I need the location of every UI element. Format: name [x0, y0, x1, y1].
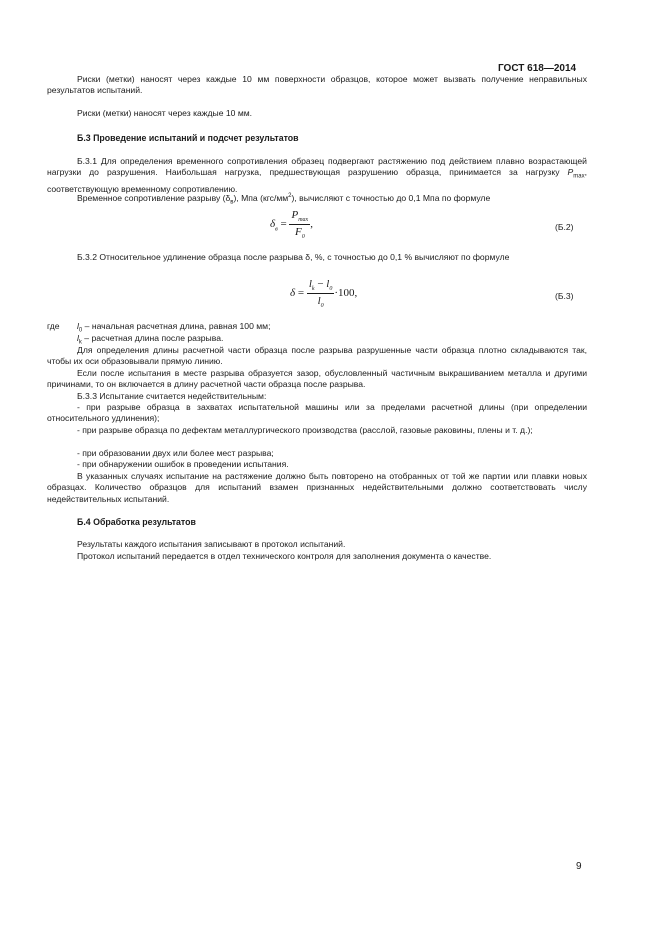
invalid-case-1: - при разрыве образца в захватах испытательной машины или за пределами расчетной длины (при определении относительного удлинения); — [47, 402, 587, 424]
intro-paragraph-1: Риски (метки) наносят через каждые 10 мм поверхности образцов, которое может вызвать получение неправильных результатов испытаний. — [47, 74, 587, 96]
fraction-b2: $\frac{P_{max}}{F_0}$ — [291, 209, 309, 241]
b3-1-paragraph: Б.3.1 Для определения временного сопротивления образец подвергают растяжению под действием плавно возрастающей нагрузки до разрушения. Наибольшая нагрузка, предшествующая разрушению образца, принимается за нагрузку $P_{max}$, соответствующую временному сопротивлению. — [47, 156, 587, 194]
fraction-b3: $\frac{l_k - l_0}{l_0}$ — [308, 278, 333, 310]
intro-paragraph-2: Риски (метки) наносят через каждые 10 мм. — [77, 108, 253, 118]
b3-paragraph-joining: Для определения длины расчетной части образца после разрыва разрушенные части образца плотно складываются так, чтобы их оси образовывали прямую линию. — [47, 345, 587, 367]
document-code: ГОСТ 618—2014 — [498, 63, 577, 74]
b3-3-paragraph: Б.3.3 Испытание считается недействительным: — [77, 391, 267, 401]
b3-retest-paragraph: В указанных случаях испытание на растяжение должно быть повторено на отобранных от той же партии или плавки новых образцах. Количество образцов для испытаний взамен признанных недействительными должно соответствовать числу недействительных испытаний. — [47, 471, 587, 504]
formula-b2-number: (Б.2) — [555, 222, 574, 232]
b3-2-paragraph: Б.3.2 Относительное удлинение образца после разрыва δ, %, с точностью до 0,1 % вычисляют по формуле — [77, 252, 510, 262]
formula-b3: δ = $\frac{l_k - l_0}{l_0}$ ·100, — [290, 278, 358, 310]
where-label: где — [47, 321, 60, 331]
definition-l0: $l_0$ – начальная расчетная длина, равная 100 мм; — [77, 321, 271, 334]
section-b3-heading: Б.3 Проведение испытаний и подсчет результатов — [77, 133, 299, 143]
b3-1-formula-intro: Временное сопротивление разрыву $(\delta_в)$, Mпа $(кгс/мм^2)$, вычисляют с точностью до 0,1 Мпа по формуле — [77, 192, 491, 206]
invalid-case-2: - при разрыве образца по дефектам металлургического производства (расслой, газовые раковины, плены и т. д.); — [77, 425, 533, 435]
b4-paragraph-2: Протокол испытаний передается в отдел технического контроля для заполнения документа о качестве. — [77, 551, 492, 561]
formula-b3-number: (Б.3) — [555, 291, 574, 301]
b3-paragraph-gap: Если после испытания в месте разрыва образуется зазор, обусловленный частичным выкрашиванием металла и другими причинами, то он включается в длину расчетной части образца после разрыва. — [47, 368, 587, 390]
section-b4-heading: Б.4 Обработка результатов — [77, 517, 196, 527]
invalid-case-4: - при обнаружении ошибок в проведении испытания. — [77, 459, 289, 469]
invalid-case-3: - при образовании двух или более мест разрыва; — [77, 448, 274, 458]
page-number: 9 — [576, 861, 582, 872]
formula-b2: $\delta_в$ = $\frac{P_{max}}{F_0}$ , — [270, 209, 313, 241]
b4-paragraph-1: Результаты каждого испытания записывают в протокол испытаний. — [77, 539, 346, 549]
definition-lk: $l_k$ – расчетная длина после разрыва. — [77, 333, 224, 346]
